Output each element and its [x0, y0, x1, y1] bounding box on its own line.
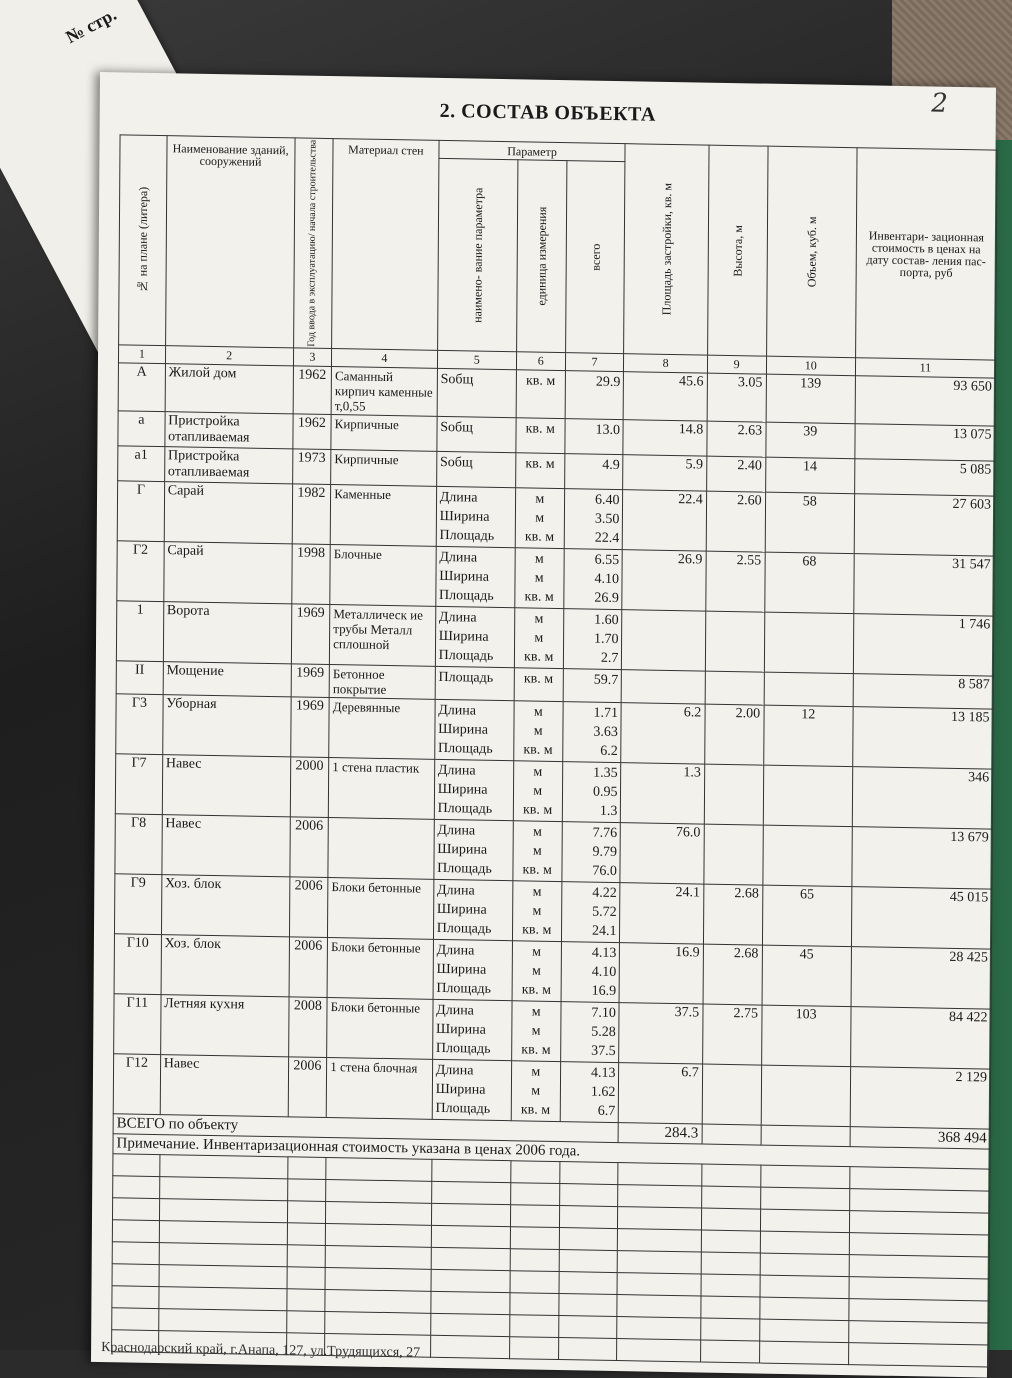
previous-page-header: № стр. — [62, 4, 120, 48]
year: 2006 — [288, 1057, 327, 1118]
parameter-name: Ширина — [437, 841, 488, 858]
parameter-names — [436, 451, 515, 487]
height: 2.75 — [702, 1004, 761, 1065]
parameter-unit: кв. м — [523, 671, 554, 687]
plan-letter: а — [118, 411, 165, 447]
height: 2.40 — [706, 456, 765, 492]
parameter-unit: м — [531, 1023, 541, 1039]
parameter-value: 3.50 — [594, 511, 620, 528]
volume: 45 — [762, 945, 852, 1007]
parameter-name: Длина — [438, 702, 477, 719]
height — [705, 611, 764, 672]
parameter-names — [436, 486, 516, 547]
height: 2.63 — [707, 421, 766, 457]
column-number: 7 — [565, 353, 624, 372]
plan-letter: Г10 — [114, 934, 161, 995]
header-plan-number: № на плане (литера) — [119, 135, 167, 346]
wall-material: Каменные — [330, 485, 436, 547]
header-built-area: Площадь застройки, кв. м — [624, 144, 709, 355]
parameter-units — [512, 881, 561, 942]
parameter-unit: кв. м — [523, 649, 554, 665]
wall-material: Бетонное покрытие — [329, 665, 435, 700]
parameter-name: Ширина — [437, 781, 488, 798]
parameter-unit: кв. м — [525, 456, 555, 472]
parameter-unit: кв. м — [521, 1042, 551, 1058]
column-number: 1 — [118, 345, 165, 364]
year: 2006 — [289, 937, 328, 998]
inventory-cost: 346 — [852, 767, 993, 829]
parameter-value: 22.4 — [594, 530, 620, 547]
wall-material: 1 стена пластик — [328, 758, 434, 820]
parameter-value: 0.95 — [592, 784, 618, 801]
parameter-names — [437, 368, 517, 417]
parameter-units — [514, 668, 563, 702]
parameter-name: Ширина — [436, 901, 487, 918]
parameter-value: 59.7 — [593, 672, 619, 689]
height — [704, 824, 763, 885]
column-number: 8 — [624, 354, 707, 373]
height: 2.68 — [703, 884, 762, 945]
year: 1969 — [291, 664, 330, 698]
parameter-unit: м — [532, 843, 542, 859]
inventory-cost: 45 015 — [851, 887, 992, 949]
building-name: Навес — [162, 815, 290, 877]
plan-letter: Г7 — [115, 754, 162, 815]
parameter-unit: м — [534, 630, 544, 646]
parameter-names — [434, 819, 514, 880]
parameter-value: 4.13 — [591, 945, 617, 962]
column-number: 4 — [332, 349, 438, 369]
parameter-values — [562, 762, 621, 823]
parameter-name: Ширина — [439, 508, 490, 525]
parameter-value: 1.71 — [593, 705, 619, 722]
parameter-value: 5.72 — [592, 904, 617, 921]
parameter-values — [563, 609, 622, 670]
building-name: Ворота — [163, 602, 291, 664]
parameter-unit: м — [532, 903, 542, 919]
parameter-value: 4.10 — [591, 964, 617, 981]
parameter-value: 13.0 — [595, 422, 621, 439]
parameter-value: 4.13 — [590, 1065, 616, 1082]
parameter-value: 5.28 — [591, 1024, 616, 1041]
parameter-unit: м — [535, 491, 545, 507]
parameter-value: 6.2 — [600, 743, 618, 760]
parameter-unit: м — [531, 1004, 541, 1020]
page-title: 2. СОСТАВ ОБЪЕКТА — [439, 99, 656, 126]
parameter-names — [433, 879, 513, 940]
built-area: 16.9 — [620, 943, 704, 1004]
plan-letter: Г2 — [117, 541, 164, 602]
column-number: 6 — [516, 352, 565, 371]
header-total: всего — [565, 161, 625, 354]
total-built-area: 284.3 — [619, 1123, 702, 1144]
parameter-values — [563, 549, 622, 610]
parameter-unit: м — [533, 723, 543, 739]
parameter-values — [561, 882, 620, 943]
building-name: Хоз. блок — [161, 935, 289, 997]
parameter-names — [435, 606, 515, 667]
volume — [764, 612, 854, 674]
building-name: Навес — [162, 755, 290, 817]
wall-material: Блоки бетонные — [327, 998, 433, 1060]
plan-letter: Г8 — [115, 814, 162, 875]
parameter-unit: кв. м — [524, 589, 554, 605]
parameter-value: 1.62 — [590, 1084, 616, 1101]
parameter-name: Площадь — [435, 1040, 491, 1057]
parameter-value: 4.22 — [592, 885, 617, 902]
built-area: 6.7 — [619, 1063, 703, 1124]
parameter-name: Sобщ — [440, 419, 474, 436]
parameter-name: Ширина — [435, 1081, 486, 1098]
parameter-name: Ширина — [435, 1021, 486, 1038]
building-name: Сарай — [163, 542, 291, 604]
parameter-value: 37.5 — [591, 1043, 616, 1060]
header-inventory-cost: Инвентари- зационная стоимость в ценах на дату состав- ления пас- порта, руб — [855, 148, 997, 360]
inventory-cost: 93 650 — [855, 376, 995, 426]
parameter-units — [515, 548, 564, 609]
built-area: 37.5 — [619, 1003, 703, 1064]
parameter-unit: м — [533, 704, 543, 720]
parameter-unit: м — [534, 611, 544, 627]
plan-letter: Г3 — [116, 694, 163, 755]
parameter-name: Длина — [436, 1002, 474, 1019]
parameter-name: Площадь — [438, 669, 494, 686]
parameter-names — [432, 1059, 512, 1120]
height: 2.68 — [703, 944, 762, 1005]
column-number: 11 — [855, 358, 995, 378]
header-unit: единица измерения — [516, 160, 566, 353]
year: 1969 — [290, 697, 329, 758]
parameter-name: Ширина — [439, 568, 490, 585]
wall-material: Блочные — [330, 545, 436, 607]
object-composition-table — [111, 134, 997, 1367]
parameter-value: 1.70 — [594, 631, 619, 648]
volume: 39 — [765, 422, 855, 459]
parameter-units — [514, 701, 563, 762]
parameter-name: Площадь — [436, 920, 492, 937]
parameter-value: 7.10 — [591, 1005, 616, 1022]
column-number: 3 — [293, 348, 332, 367]
building-name: Мощение — [163, 662, 291, 697]
inventory-cost: 1 746 — [853, 614, 994, 676]
parameter-values — [560, 1002, 619, 1063]
building-name: Пристройка отапливаемая — [164, 447, 292, 484]
height — [702, 1064, 761, 1125]
parameter-unit: м — [532, 963, 541, 979]
built-area: 6.2 — [621, 703, 705, 764]
wall-material: Саманный кирпич каменные т,0,55 — [331, 367, 437, 417]
volume — [763, 765, 853, 827]
parameter-name: Ширина — [438, 628, 489, 645]
plan-letter: 1 — [116, 601, 163, 662]
parameter-values — [561, 822, 620, 883]
inventory-cost: 2 129 — [850, 1067, 991, 1129]
inventory-cost: 28 425 — [851, 947, 992, 1009]
parameter-units — [516, 453, 565, 489]
total-label: ВСЕГО по объекту — [113, 1114, 619, 1143]
parameter-names — [432, 999, 512, 1060]
parameter-value: 7.76 — [592, 825, 618, 842]
wall-material: Блоки бетонные — [328, 878, 434, 940]
inventory-cost: 13 185 — [853, 707, 994, 769]
footer-address: Краснодарский край, г.Анапа, 127, ул.Трудящихся, 27 — [101, 1340, 421, 1361]
volume — [764, 672, 854, 707]
parameter-units — [513, 821, 562, 882]
plan-letter: II — [116, 661, 163, 695]
parameter-unit: м — [533, 764, 543, 780]
parameter-name: Sобщ — [440, 371, 474, 388]
wall-material: Деревянные — [329, 698, 435, 760]
parameter-unit: кв. м — [520, 1102, 551, 1118]
parameter-values — [560, 1062, 619, 1123]
column-number: 10 — [766, 356, 855, 376]
height — [704, 764, 763, 825]
parameter-units — [516, 370, 565, 419]
wall-material: Блоки бетонные — [327, 938, 433, 1000]
parameter-value: 3.63 — [593, 724, 618, 741]
parameter-unit: кв. м — [522, 862, 552, 878]
built-area — [622, 670, 705, 704]
wall-material — [328, 818, 434, 880]
parameter-units — [516, 418, 565, 454]
parameter-value: 24.1 — [591, 923, 617, 940]
building-name: Хоз. блок — [161, 875, 289, 937]
parameter-name: Ширина — [436, 961, 487, 978]
parameter-names — [436, 546, 516, 607]
parameter-value: 76.0 — [592, 863, 617, 880]
building-name: Жилой дом — [165, 364, 293, 414]
volume: 14 — [765, 457, 855, 494]
parameter-unit: м — [531, 1083, 541, 1099]
parameter-names — [437, 416, 516, 452]
parameter-value: 4.10 — [594, 571, 620, 588]
parameter-units — [512, 1001, 561, 1062]
parameter-name: Ширина — [438, 721, 489, 738]
height: 3.05 — [707, 373, 766, 422]
handwritten-page-number: 2 — [931, 88, 948, 119]
parameter-unit: кв. м — [522, 802, 553, 818]
parameter-values — [562, 702, 621, 763]
wall-material: Металлическ ие трубы Металл сплошной — [330, 605, 436, 667]
parameter-name: Площадь — [438, 647, 494, 664]
parameter-unit: м — [535, 510, 545, 526]
parameter-names — [433, 939, 513, 1000]
parameter-unit: кв. м — [525, 373, 556, 389]
built-area: 22.4 — [623, 490, 707, 551]
parameter-units — [514, 608, 563, 669]
building-name: Летняя кухня — [160, 995, 288, 1057]
parameter-unit: кв. м — [524, 529, 555, 545]
height: 2.55 — [705, 551, 764, 612]
header-parameter-group: Параметр — [439, 140, 626, 161]
parameter-values — [564, 489, 623, 550]
parameter-name: Длина — [436, 882, 475, 899]
year: 1962 — [292, 414, 331, 450]
year: 1973 — [292, 449, 331, 485]
column-number: 9 — [707, 355, 766, 374]
year: 1962 — [293, 366, 332, 415]
parameter-name: Длина — [437, 762, 476, 779]
built-area: 1.3 — [621, 763, 705, 824]
wall-material: Кирпичные — [331, 450, 437, 487]
parameter-value: 29.9 — [595, 374, 621, 391]
parameter-value: 6.55 — [594, 552, 620, 569]
header-year: Год ввода в эксплуатацию/ начала строительства — [293, 138, 333, 349]
inventory-cost: 13 075 — [855, 424, 995, 461]
parameter-unit: м — [531, 1064, 541, 1080]
parameter-units — [515, 488, 564, 549]
parameter-unit: м — [533, 783, 543, 799]
parameter-name: Площадь — [439, 527, 495, 544]
parameter-name: Площадь — [436, 980, 491, 997]
inventory-cost: 13 679 — [852, 827, 993, 889]
parameter-unit: м — [532, 884, 542, 900]
note-text: Примечание. Инвентаризационная стоимость указана в ценах 2006 года. — [113, 1134, 990, 1169]
plan-letter: а1 — [118, 446, 165, 482]
built-area: 45.6 — [624, 372, 708, 421]
year: 2008 — [288, 997, 327, 1058]
parameter-unit: кв. м — [525, 421, 555, 437]
building-name: Уборная — [162, 695, 290, 757]
header-volume: Объем, куб. м — [766, 146, 857, 358]
parameter-name: Длина — [436, 942, 475, 959]
parameter-unit: м — [534, 551, 544, 567]
parameter-unit: кв. м — [523, 742, 553, 758]
parameter-name: Площадь — [437, 800, 493, 817]
inventory-cost: 5 085 — [854, 459, 994, 496]
parameter-value: 26.9 — [594, 590, 619, 607]
parameter-name: Длина — [439, 489, 478, 506]
inventory-cost: 8 587 — [853, 674, 993, 709]
parameter-values — [561, 942, 620, 1003]
total-cost: 368 494 — [850, 1127, 990, 1149]
parameter-unit: м — [532, 944, 542, 960]
parameter-name: Площадь — [437, 740, 493, 757]
parameter-unit: м — [532, 824, 542, 840]
height: 2.60 — [706, 491, 765, 552]
built-area: 24.1 — [620, 883, 704, 944]
year: 2006 — [289, 877, 328, 938]
inventory-cost: 84 422 — [850, 1007, 991, 1069]
building-name: Навес — [160, 1055, 288, 1117]
parameter-names — [434, 699, 514, 760]
volume: 12 — [763, 705, 853, 767]
building-name: Сарай — [164, 482, 292, 544]
parameter-value: 6.40 — [594, 492, 620, 509]
year: 1998 — [291, 544, 330, 605]
parameter-unit: м — [534, 570, 544, 586]
parameter-name: Длина — [435, 1062, 474, 1079]
plan-letter: Г9 — [114, 874, 161, 935]
parameter-value: 2.7 — [600, 650, 619, 667]
parameter-name: Длина — [437, 822, 476, 839]
height — [705, 671, 764, 705]
year: 1969 — [291, 604, 330, 665]
wall-material: Кирпичные — [331, 415, 437, 452]
parameter-unit: кв. м — [521, 982, 552, 998]
parameter-value: 1.35 — [593, 765, 618, 782]
year: 2000 — [290, 757, 329, 818]
plan-letter: А — [118, 363, 165, 412]
inventory-cost: 27 603 — [854, 494, 995, 556]
plan-letter: Г12 — [113, 1054, 160, 1115]
plan-letter: Г11 — [114, 994, 161, 1055]
parameter-unit: кв. м — [522, 922, 552, 938]
parameter-name: Sобщ — [439, 454, 473, 471]
parameter-value: 16.9 — [591, 983, 617, 1000]
parameter-value: 1.60 — [594, 612, 619, 629]
parameter-name: Площадь — [435, 1100, 491, 1117]
parameter-value: 4.9 — [602, 457, 620, 474]
parameter-name: Площадь — [437, 860, 492, 877]
building-name: Пристройка отапливаемая — [165, 412, 293, 449]
parameter-name: Площадь — [439, 587, 494, 604]
header-name: Наименование зданий, сооружений — [165, 136, 294, 348]
year: 1982 — [292, 484, 331, 545]
column-number: 2 — [165, 346, 293, 366]
header-wall-material: Материал стен — [332, 139, 439, 351]
height: 2.00 — [704, 704, 763, 765]
header-parameter-name: наимено- вание параметра — [437, 158, 518, 351]
parameter-values — [564, 419, 623, 455]
parameter-name: Длина — [439, 549, 478, 566]
inventory-cost: 31 547 — [854, 554, 995, 616]
parameter-values — [565, 371, 624, 420]
parameter-values — [564, 454, 623, 490]
header-height: Высота, м — [707, 145, 767, 356]
parameter-values — [563, 669, 622, 703]
built-area: 26.9 — [622, 550, 706, 611]
parameter-units — [513, 761, 562, 822]
built-area: 76.0 — [620, 823, 704, 884]
volume — [762, 825, 852, 887]
built-area: 14.8 — [623, 420, 706, 456]
column-number: 5 — [437, 350, 516, 369]
parameter-names — [435, 666, 514, 700]
volume — [761, 1065, 851, 1127]
built-area — [622, 610, 706, 671]
parameter-names — [434, 759, 514, 820]
volume: 103 — [761, 1005, 851, 1067]
parameter-value: 9.79 — [592, 844, 618, 861]
document-page — [91, 72, 996, 1378]
year: 2006 — [289, 817, 328, 878]
volume: 65 — [762, 885, 852, 947]
plan-letter: Г — [117, 481, 164, 542]
parameter-value: 1.3 — [599, 803, 618, 820]
volume: 68 — [764, 552, 854, 614]
parameter-units — [512, 941, 561, 1002]
parameter-name: Длина — [438, 609, 477, 626]
built-area: 5.9 — [623, 455, 706, 491]
wall-material: 1 стена блочная — [326, 1057, 432, 1119]
parameter-value: 6.7 — [597, 1103, 616, 1120]
volume: 139 — [766, 374, 856, 424]
volume: 58 — [765, 492, 855, 554]
parameter-units — [511, 1061, 560, 1122]
